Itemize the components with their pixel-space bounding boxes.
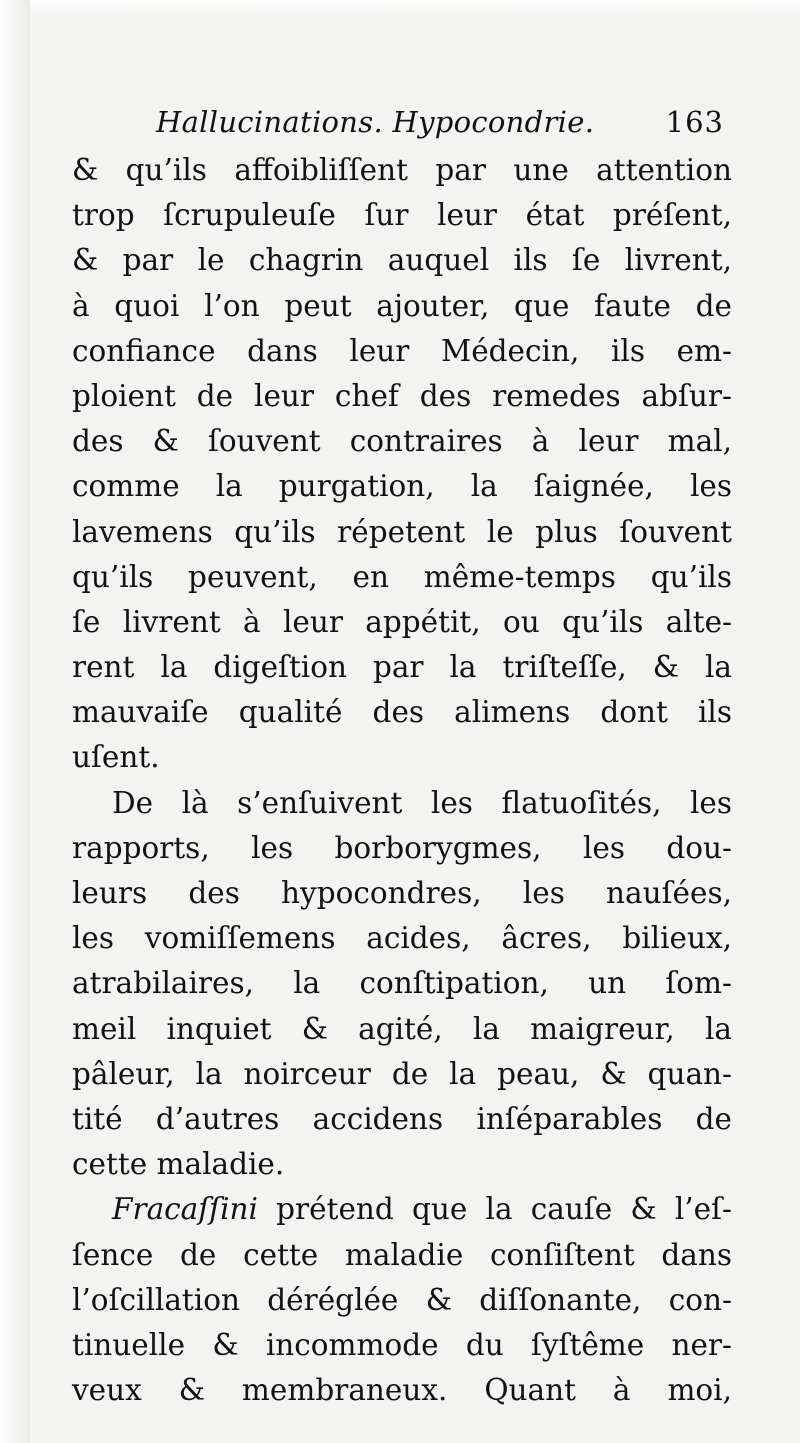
paragraph-3	[72, 1187, 732, 1413]
text-line	[72, 1187, 732, 1232]
text-line: à quoi l’on peut ajouter, que faute de	[72, 288, 732, 323]
text-line: & qu’ils affoibliſſent par une attention	[72, 153, 732, 187]
text-line: ſe livrent à leur appétit, ou qu’ils alte-	[72, 604, 732, 639]
text-line: l’oſcillation déréglée & diſſonante, con-	[72, 1282, 732, 1317]
text-line: lavemens qu’ils répetent le plus ſouvent	[72, 514, 732, 549]
text-line: atrabilaires, la conſtipation, un ſom-	[72, 966, 732, 1001]
text-line: qu’ils peuvent, en même-temps qu’ils	[72, 559, 732, 594]
text-line: veux & membraneux. Quant à moi,	[72, 1373, 732, 1408]
text-line: De là s’enſuivent les flatuoſités, les	[112, 785, 732, 820]
text-line: comme la purgation, la ſaignée, les	[72, 469, 732, 504]
text-line-rest: prétend que la cauſe & l’eſ-	[257, 1192, 732, 1227]
text-line: ſence de cette maladie conſiſtent dans	[72, 1237, 732, 1272]
text-line: pâleur, la noirceur de la peau, & quan-	[72, 1056, 732, 1091]
text-line: cette maladie.	[72, 1147, 285, 1182]
text-line: tinuelle & incommode du ſyſtême ner-	[72, 1327, 732, 1362]
text-line: des & ſouvent contraires à leur mal,	[72, 424, 732, 459]
paragraph-1	[72, 148, 732, 781]
page-gutter	[0, 0, 30, 1443]
running-head-title: Hallucinations. Hypocondrie.	[156, 105, 595, 139]
text-line: tité d’autres accidens inſéparables de	[72, 1101, 732, 1136]
text-line: confiance dans leur Médecin, ils em-	[72, 333, 732, 368]
text-line: mauvaiſe qualité des alimens dont ils	[72, 695, 732, 730]
page-top-edge	[30, 0, 800, 14]
page-number: 163	[665, 105, 724, 139]
paragraph-2	[72, 781, 732, 1188]
italic-author-name: Fracaſſini	[112, 1192, 258, 1227]
text-block	[72, 98, 732, 1413]
text-line: & par le chagrin auquel ils ſe livrent,	[72, 243, 732, 278]
text-line: leurs des hypocondres, les nauſées,	[72, 876, 732, 910]
text-line: rent la digeſtion par la triſteſſe, & la	[72, 650, 732, 685]
text-line: meil inquiet & agité, la maigreur, la	[72, 1011, 732, 1046]
text-line: ploient de leur chef des remedes abſur-	[72, 378, 732, 413]
running-head	[72, 98, 732, 148]
text-line: rapports, les borborygmes, les dou-	[72, 830, 732, 865]
text-line: trop ſcrupuleuſe ſur leur état préſent,	[72, 198, 732, 233]
text-line: uſent.	[72, 740, 160, 775]
text-line: les vomiſſemens acides, âcres, bilieux,	[72, 921, 732, 956]
